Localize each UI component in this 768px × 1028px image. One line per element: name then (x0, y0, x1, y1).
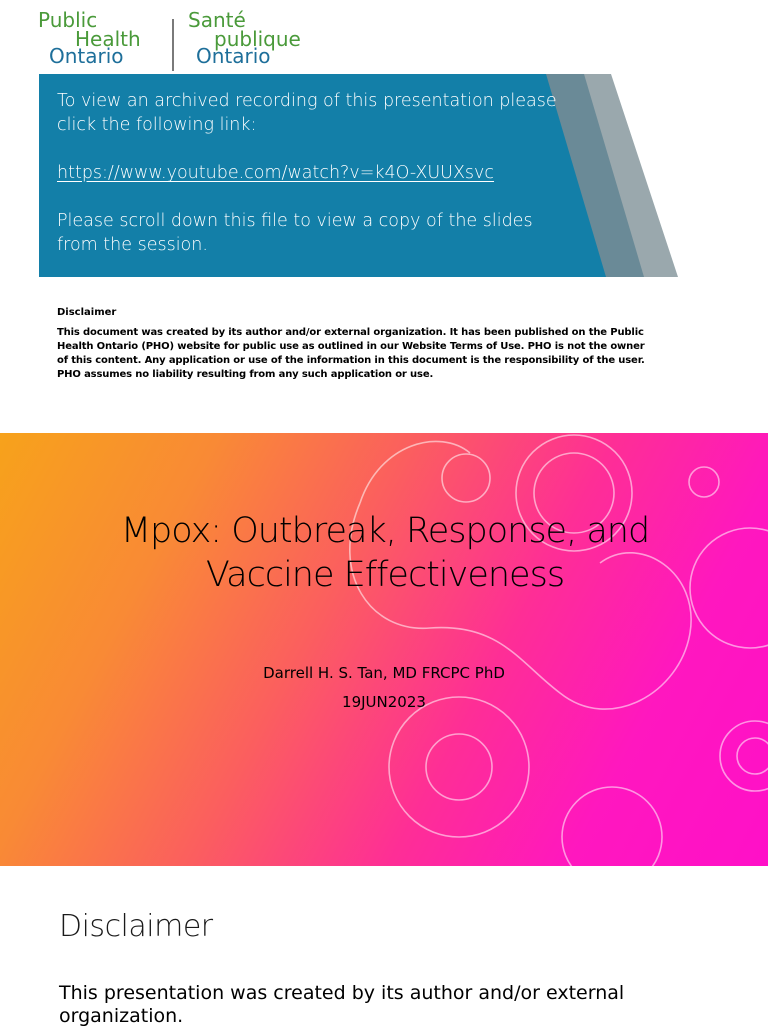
logo-fr-line3: Ontario (196, 44, 271, 68)
pho-logo (38, 8, 338, 70)
pho-disclaimer (57, 307, 647, 382)
disclaimer-slide (0, 866, 768, 1027)
disclaimer-slide-body: This presentation was created by its author and/or external organization. (59, 982, 625, 1027)
logo-fr-line2: publique (214, 27, 301, 51)
pho-disclaimer-body: This document was created by its author and/or external organization. It has been published on the Public Health Ontario (PHO) website for public use as outlined in our Website Terms of Use. PHO is not the owner of this content. Any application or use of the information in this document is the responsibility of the user. PHO assumes no liability resulting from any such application or use. (57, 327, 645, 380)
logo-divider (172, 19, 174, 71)
disclaimer-slide-title: Disclaimer (59, 909, 213, 944)
banner-scroll-note: Please scroll down this file to view a copy of the slides from the session. (57, 211, 533, 255)
logo-fr-line1: Santé (188, 8, 246, 32)
cover-page (0, 0, 768, 432)
recording-banner (39, 74, 679, 277)
banner-intro: To view an archived recording of this presentation please click the following link: (57, 91, 557, 135)
youtube-link[interactable]: https://www.youtube.com/watch?v=k4O-XUUXsvc (57, 163, 495, 183)
decorative-circles (0, 433, 768, 866)
slide-author-block (130, 659, 638, 717)
logo-en-line1: Public (38, 8, 98, 32)
banner-text (57, 89, 557, 277)
logo-en-line3: Ontario (49, 44, 124, 68)
slide-title: Mpox: Outbreak, Response, and Vaccine Effectiveness (120, 511, 650, 595)
pho-disclaimer-heading: Disclaimer (57, 307, 117, 318)
title-slide (0, 433, 768, 866)
logo-en-line2: Health (75, 27, 141, 51)
author-name: Darrell H. S. Tan, MD FRCPC PhD (263, 664, 505, 682)
presentation-date: 19JUN2023 (342, 693, 426, 711)
